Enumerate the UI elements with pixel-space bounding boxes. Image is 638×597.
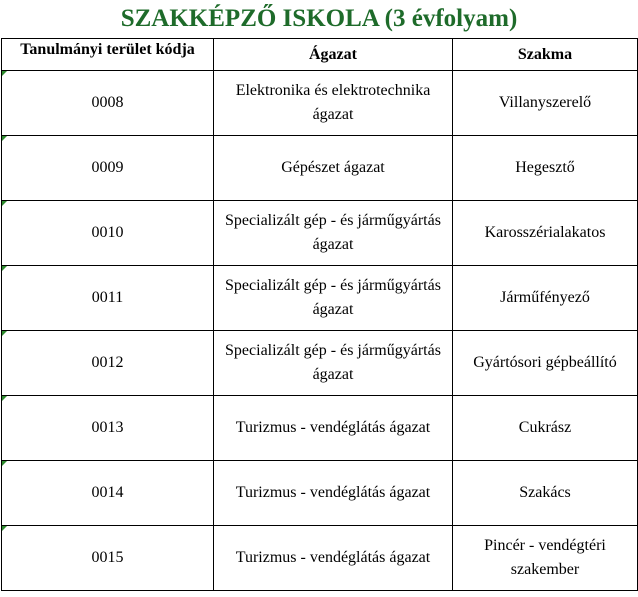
cell-profession[interactable]: Gyártósori gépbeállító: [453, 331, 638, 396]
programs-table: [1, 38, 638, 591]
cell-profession[interactable]: Szakács: [453, 461, 638, 526]
cell-code[interactable]: [2, 526, 214, 591]
cell-sector[interactable]: Specializált gép - és járműgyártás ágazat: [214, 331, 453, 396]
header-sector[interactable]: Ágazat: [214, 39, 453, 71]
cell-code[interactable]: [2, 396, 214, 461]
cell-code-value: 0014: [91, 484, 124, 501]
table-row: [2, 201, 638, 266]
cell-marker-icon: [2, 71, 7, 76]
header-profession[interactable]: Szakma: [453, 39, 638, 71]
cell-code-value: 0013: [91, 419, 124, 436]
cell-sector[interactable]: Specializált gép - és járműgyártás ágazat: [214, 201, 453, 266]
cell-code[interactable]: [2, 461, 214, 526]
cell-profession[interactable]: Pincér - vendégtéri szakember: [453, 526, 638, 591]
cell-code[interactable]: [2, 331, 214, 396]
cell-profession[interactable]: Karosszérialakatos: [453, 201, 638, 266]
cell-code[interactable]: [2, 71, 214, 136]
cell-profession[interactable]: Járműfényező: [453, 266, 638, 331]
cell-code-value: 0010: [91, 224, 124, 241]
cell-profession[interactable]: Hegesztő: [453, 136, 638, 201]
cell-marker-icon: [2, 396, 7, 401]
header-row: [2, 39, 638, 71]
table-row: [2, 461, 638, 526]
cell-sector[interactable]: Turizmus - vendéglátás ágazat: [214, 396, 453, 461]
cell-code-value: 0009: [91, 159, 124, 176]
cell-marker-icon: [2, 201, 7, 206]
cell-sector[interactable]: Elektronika és elektrotechnika ágazat: [214, 71, 453, 136]
cell-code[interactable]: [2, 136, 214, 201]
header-code-label: Tanulmányi terület kódja: [20, 40, 195, 58]
page-title: SZAKKÉPZŐ ISKOLA (3 évfolyam): [120, 5, 518, 32]
cell-profession[interactable]: Villanyszerelő: [453, 71, 638, 136]
cell-code[interactable]: [2, 201, 214, 266]
cell-sector[interactable]: Gépészet ágazat: [214, 136, 453, 201]
cell-sector[interactable]: Turizmus - vendéglátás ágazat: [214, 461, 453, 526]
cell-code-value: 0008: [91, 94, 124, 111]
cell-marker-icon: [2, 136, 7, 141]
table-row: [2, 71, 638, 136]
cell-sector[interactable]: Turizmus - vendéglátás ágazat: [214, 526, 453, 591]
cell-marker-icon: [2, 526, 7, 531]
table-row: [2, 136, 638, 201]
cell-marker-icon: [2, 266, 7, 271]
table-row: [2, 396, 638, 461]
cell-code-value: 0015: [91, 549, 124, 566]
cell-code[interactable]: [2, 266, 214, 331]
header-code[interactable]: [2, 39, 214, 71]
table-row: [2, 266, 638, 331]
cell-code-value: 0011: [91, 289, 124, 306]
table-row: [2, 526, 638, 591]
table-row: [2, 331, 638, 396]
cell-profession[interactable]: Cukrász: [453, 396, 638, 461]
cell-marker-icon: [2, 331, 7, 336]
cell-code-value: 0012: [91, 354, 124, 371]
cell-marker-icon: [2, 461, 7, 466]
cell-sector[interactable]: Specializált gép - és járműgyártás ágazat: [214, 266, 453, 331]
